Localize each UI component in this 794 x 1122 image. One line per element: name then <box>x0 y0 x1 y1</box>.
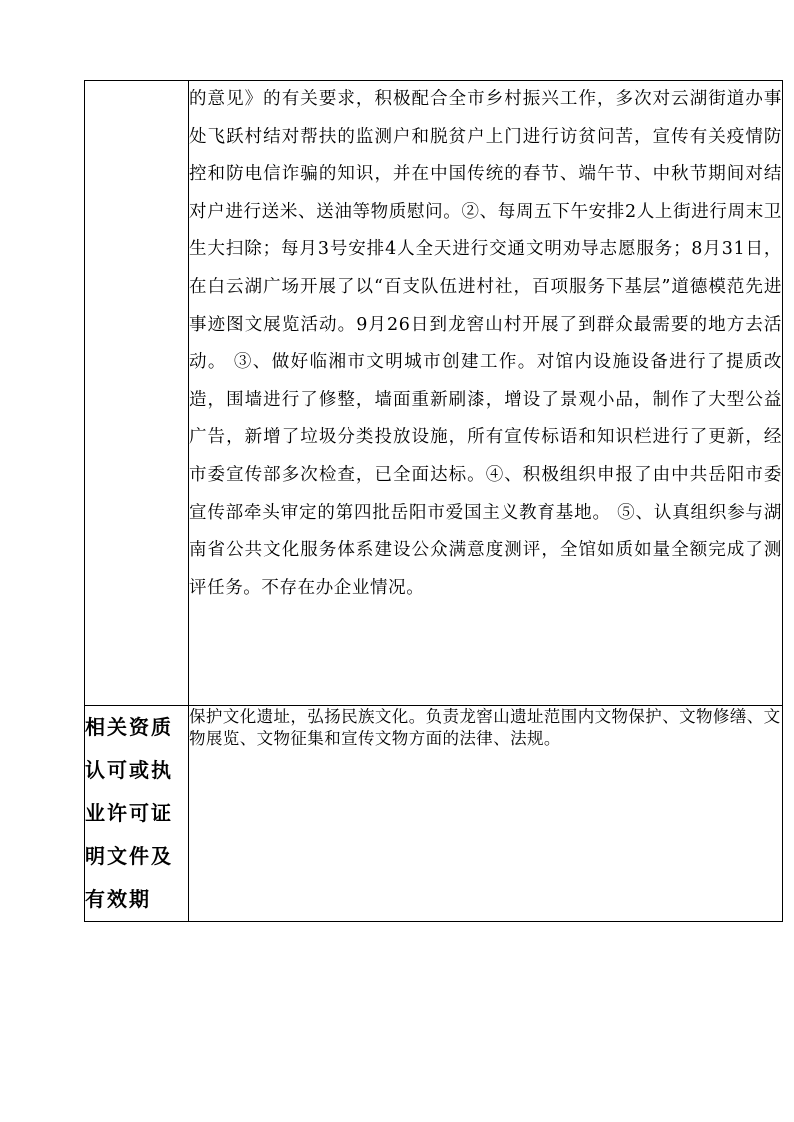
qualification-content: 保护文化遗址，弘扬民族文化。负责龙窖山遗址范围内文物保护、文物修缮、文物展览、文物征集和宣传文物方面的法律、法规。 <box>189 706 783 922</box>
table-row-activities <box>85 81 783 706</box>
activities-content: 的意见》的有关要求，积极配合全市乡村振兴工作，多次对云湖街道办事处飞跃村结对帮扶的监测户和脱贫户上门进行访贫问苦，宣传有关疫情防控和防电信诈骗的知识，并在中国传统的春节、端午节、中秋节期间对结对户进行送米、送油等物质慰问。②、每周五下午安排2人上街进行周末卫生大扫除；每月3号安排4人全天进行交通文明劝导志愿服务；8月31日，在白云湖广场开展了以“百支队伍进村社，百项服务下基层”道德模范先进事迹图文展览活动。9月26日到龙窖山村开展了到群众最需要的地方去活动。 ③、做好临湘市文明城市创建工作。对馆内设施设备进行了提质改造，围墙进行了修整，墙面重新刷漆，增设了景观小品，制作了大型公益广告，新增了垃圾分类投放设施，所有宣传标语和知识栏进行了更新，经市委宣传部多次检查，已全面达标。④、积极组织申报了由中共岳阳市委宣传部牵头审定的第四批岳阳市爱国主义教育基地。 ⑤、认真组织参与湖南省公共文化服务体系建设公众满意度测评，全馆如质如量全额完成了测评任务。不存在办企业情况。 <box>189 81 783 706</box>
report-table <box>84 80 783 922</box>
label-cell-empty <box>85 81 189 706</box>
qualification-label: 相关资质认可或执业许可证明文件及有效期 <box>85 706 189 922</box>
table-row-qualifications <box>85 706 783 922</box>
